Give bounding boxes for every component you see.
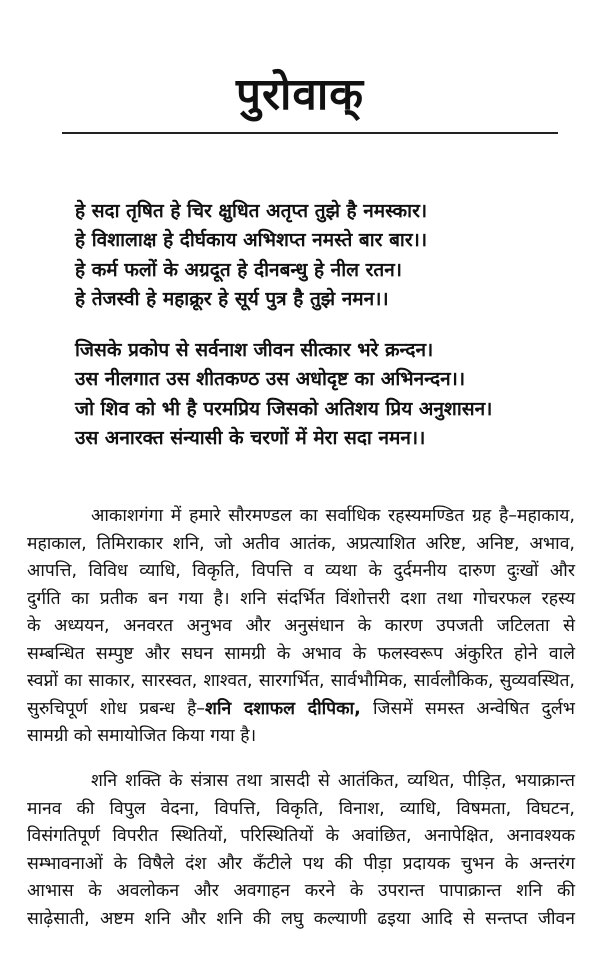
verse-stanza-2 <box>75 336 567 453</box>
paragraph-line: सामग्री को समायोजित किया गया है। <box>27 726 257 746</box>
page-title: पुरोवाक् <box>235 69 365 120</box>
paragraph-line: सम्बन्धित सम्पुष्ट और सघन सामग्री के अभाव के फलस्वरूप अंकुरित होने वाले <box>27 643 575 664</box>
verse-stanza-1 <box>75 197 567 314</box>
paragraph-1 <box>27 503 575 751</box>
title-divider <box>62 132 558 134</box>
paragraph-line: दुर्गति का प्रतीक बन गया है। शनि संदर्भित विंशोत्तरी दशा तथा गोचरफल रहस्य <box>27 588 575 609</box>
verse-line: जिसके प्रकोप से सर्वनाश जीवन सीत्कार भरे क्रन्दन। <box>75 339 434 361</box>
paragraph-line: आकाशगंगा में हमारे सौरमण्डल का सर्वाधिक रहस्यमण्डित ग्रह है–महाकाय, <box>91 506 575 526</box>
text-span: सुरुचिपूर्ण शोध प्रबन्ध है– <box>27 698 206 719</box>
paragraph-line <box>27 696 575 724</box>
paragraph-line: सम्भावनाओं के विषैले दंश और कँटीले पथ की पीड़ा प्रदायक चुभन के अन्तरंग <box>27 853 575 874</box>
paragraph-line: महाकाल, तिमिराकार शनि, जो अतीव आतंक, अप्रत्याशित अरिष्ट, अनिष्ट, अभाव, <box>27 533 575 554</box>
verse-line: हे सदा तृषित हे चिर क्षुधित अतृप्त तुझे है नमस्कार। <box>75 200 428 222</box>
paragraph-line: साढ़ेसाती, अष्टम शनि और शनि की लघु कल्याणी ढइया आदि से सन्तप्त जीवन <box>27 908 575 929</box>
verse-line: उस नीलगात उस शीतकण्ठ उस अधोदृष्ट का अभिनन्दन।। <box>75 368 466 391</box>
verse-line: उस अनारक्त संन्यासी के चरणों में मेरा सदा नमन।। <box>75 426 426 449</box>
verse-line: हे विशालाक्ष हे दीर्घकाय अभिशप्त नमस्ते बार बार।। <box>75 229 428 252</box>
verse-line: हे तेजस्वी हे महाक्रूर हे सूर्य पुत्र है तुझे नमन।। <box>75 287 389 310</box>
paragraph-line: के अध्ययन, अनवरत अनुभव और अनुसंधान के कारण उपजती जटिलता से <box>27 616 575 636</box>
paragraph-line: आभास के अवलोकन और अवगाहन करने के उपरान्त पापाक्रान्त शनि की <box>27 881 575 901</box>
verse-line: हे कर्म फलों के अग्रदूत हे दीनबन्धु हे नील रतन। <box>75 258 402 281</box>
book-title-bold: शनि दशाफल दीपिका, <box>205 698 361 719</box>
paragraph-2 <box>27 768 575 933</box>
verse-line: जो शिव को भी है परमप्रिय जिसको अतिशय प्रिय अनुशासन। <box>75 397 493 420</box>
paragraph-line: मानव की विपुल वेदना, विपत्ति, विकृति, विनाश, व्याधि, विषमता, विघटन, <box>27 798 575 819</box>
paragraph-line: शनि शक्ति के संत्रास तथा त्रासदी से आतंकित, व्यथित, पीड़ित, भयाक्रान्त <box>91 771 575 791</box>
paragraph-line: विसंगतिपूर्ण विपरीत स्थितियों, परिस्थितियों के अवांछित, अनापेक्षित, अनावश्यक <box>27 826 575 846</box>
paragraph-line: स्वप्नों का साकार, सारस्वत, शाश्वत, सारगर्भित, सार्वभौमिक, सार्वलौकिक, सुव्यवस्थित, <box>27 671 575 691</box>
paragraph-line: आपत्ति, विविध व्याधि, विकृति, विपत्ति व व्यथा के दुर्दमनीय दारुण दुःखों और <box>27 561 575 581</box>
text-span: जिसमें समस्त अन्वेषित दुर्लभ <box>360 698 575 719</box>
